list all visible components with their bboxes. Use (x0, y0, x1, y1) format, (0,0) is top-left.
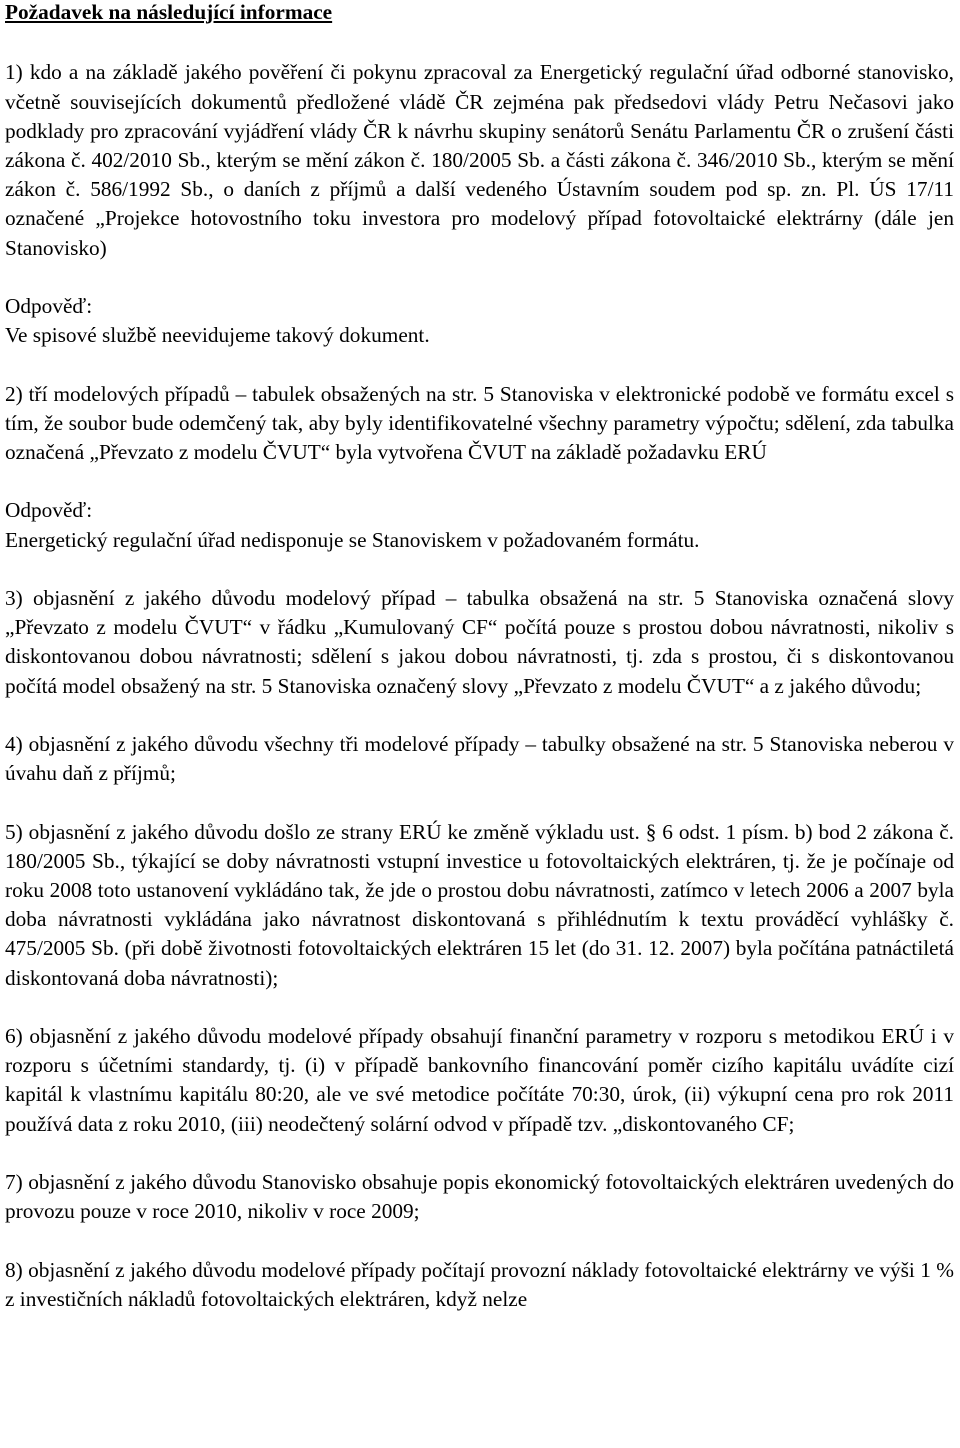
paragraph-spacer (5, 350, 954, 379)
paragraph-spacer (5, 555, 954, 584)
paragraph: Odpověď: (5, 498, 93, 523)
paragraph: Energetický regulační úřad nedisponuje se Stanoviskem v požadovaném formátu. (5, 527, 700, 552)
paragraph-spacer (5, 701, 954, 730)
paragraph: 8) objasnění z jakého důvodu modelové případy počítají provozní náklady fotovoltaické elektrárny ve výši 1 % z investičních nákladů fotovoltaických elektráren, když nelze (5, 1257, 954, 1311)
paragraph: 2) tří modelových případů – tabulek obsažených na str. 5 Stanoviska v elektronické podobě ve formátu excel s tím, že soubor bude odemčený tak, aby byly identifikovatelné všechny parametry výpočtu; sdělení, zda tabulka označená „Převzato z modelu ČVUT“ byla vytvořena ČVUT na základě požadavku ERÚ (5, 381, 954, 464)
document-heading: Požadavek na následující informace (5, 0, 333, 24)
paragraph: 3) objasnění z jakého důvodu modelový případ – tabulka obsažená na str. 5 Stanoviska označená slovy „Převzato z modelu ČVUT“ v řádku „Kumulovaný CF“ počítá pouze s prostou dobou návratnosti, nikoliv s diskontovanou dobou návratnosti; sdělení s jakou dobou návratnosti, tj. zda s prostou, či s diskontovanou počítá model obsažený na str. 5 Stanoviska označený slovy „Převzato z modelu ČVUT“ a z jakého důvodu; (5, 585, 954, 698)
paragraph-spacer (5, 993, 954, 1022)
paragraph: 6) objasnění z jakého důvodu modelové případy obsahují finanční parametry v rozporu s metodikou ERÚ i v rozporu s účetními standardy, tj. (i) v případě bankovního financování poměr cizího kapitálu uvádíte cizí kapitál k vlastnímu kapitálu 80:20, ale ve své metodice počítáte 70:30, úrok, (ii) výkupní cena pro rok 2011 používá data z roku 2010, (iii) neodečtený solární odvod v případě tzv. „diskontovaného CF; (5, 1023, 954, 1136)
paragraph: Ve spisové službě neevidujeme takový dokument. (5, 323, 430, 348)
paragraph-spacer (5, 263, 954, 292)
document-body (5, 29, 954, 1314)
paragraph: 4) objasnění z jakého důvodu všechny tři modelové případy – tabulky obsažené na str. 5 Stanoviska neberou v úvahu daň z příjmů; (5, 731, 954, 786)
paragraph-spacer (5, 467, 954, 496)
paragraph-spacer (5, 1139, 954, 1168)
paragraph-spacer (5, 1226, 954, 1255)
paragraph: 5) objasnění z jakého důvodu došlo ze strany ERÚ ke změně výkladu ust. § 6 odst. 1 písm. b) bod 2 zákona č. 180/2005 Sb., týkající se doby návratnosti vstupní investice u fotovoltaických elektráren, tj. že je počínaje od roku 2008 toto ustanovení vykládáno tak, že jde o prostou dobu návratnosti, zatímco v letech 2006 a 2007 byla doba návratnosti vykládána jako návratnost diskontovaná s přihlédnutím k textu prováděcí vyhlášky č. 475/2005 Sb. (při době životnosti fotovoltaických elektráren 15 let (do 31. 12. 2007) byla počítána patnáctiletá diskontovaná doba návratnosti); (5, 819, 954, 990)
paragraph-spacer (5, 788, 954, 817)
paragraph: 7) objasnění z jakého důvodu Stanovisko obsahuje popis ekonomický fotovoltaických elektráren uvedených do provozu pouze v roce 2010, nikoliv v roce 2009; (5, 1169, 954, 1224)
paragraph-spacer (5, 29, 954, 58)
paragraph: 1) kdo a na základě jakého pověření či pokynu zpracoval za Energetický regulační úřad odborné stanovisko, včetně souvisejících dokumentů předložené vládě ČR zejména pak předsedovi vlády Petru Nečasovi jako podklady pro zpracování vyjádření vlády ČR k návrhu skupiny senátorů Senátu Parlamentu ČR o zrušení části zákona č. 402/2010 Sb., kterým se mění zákon č. 180/2005 Sb. a části zákona č. 346/2010 Sb., kterým se mění zákon č. 586/1992 Sb., o daních z příjmů a další vedeného Ústavním soudem pod sp. zn. Pl. ÚS 17/11 označené „Projekce hotovostního toku investora pro modelový případ fotovoltaické elektrárny (dále jen Stanovisko) (5, 60, 954, 260)
paragraph: Odpověď: (5, 294, 93, 318)
